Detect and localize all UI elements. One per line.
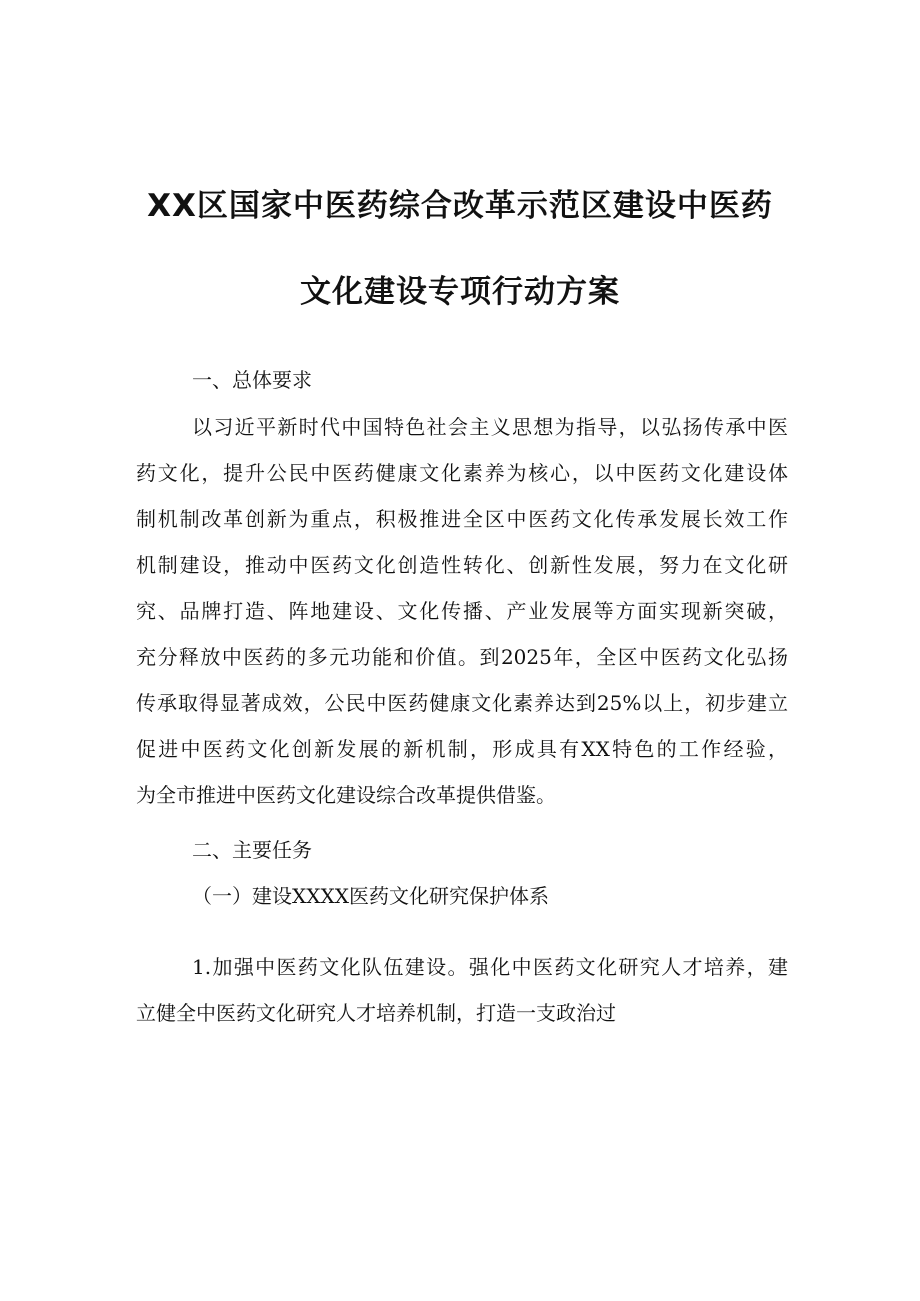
paragraph-line: 究、品牌打造、阵地建设、文化传播、产业发展等方面实现新突破， xyxy=(136,599,788,623)
document-title-line-1: XX区国家中医药综合改革示范区建设中医药 xyxy=(147,188,773,224)
section1-paragraph xyxy=(136,404,788,818)
section-heading-main-tasks: 二、主要任务 xyxy=(192,838,312,862)
paragraph-line: 充分释放中医药的多元功能和价值。到2025年，全区中医药文化弘扬 xyxy=(136,645,788,669)
paragraph-line: 制机制改革创新为重点，积极推进全区中医药文化传承发展长效工作 xyxy=(136,507,788,531)
paragraph-line: 为全市推进中医药文化建设综合改革提供借鉴。 xyxy=(136,783,556,807)
paragraph-line: 1.加强中医药文化队伍建设。强化中医药文化研究人才培养，建 xyxy=(192,955,788,979)
item1-paragraph xyxy=(136,944,788,1036)
document-title-line-2: 文化建设专项行动方案 xyxy=(300,274,620,310)
paragraph-line: 传承取得显著成效，公民中医药健康文化素养达到25%以上，初步建立 xyxy=(136,691,788,715)
paragraph-line: 立健全中医药文化研究人才培养机制，打造一支政治过 xyxy=(136,1001,616,1025)
section-heading-general-requirements: 一、总体要求 xyxy=(192,368,312,392)
paragraph-line: 促进中医药文化创新发展的新机制，形成具有XX特色的工作经验， xyxy=(136,737,788,761)
paragraph-line: 机制建设，推动中医药文化创造性转化、创新性发展，努力在文化研 xyxy=(136,553,788,577)
paragraph-line: 以习近平新时代中国特色社会主义思想为指导，以弘扬传承中医 xyxy=(192,415,788,439)
subsection-heading: （一）建设XXXX医药文化研究保护体系 xyxy=(192,884,549,908)
paragraph-line: 药文化，提升公民中医药健康文化素养为核心，以中医药文化建设体 xyxy=(136,461,788,485)
